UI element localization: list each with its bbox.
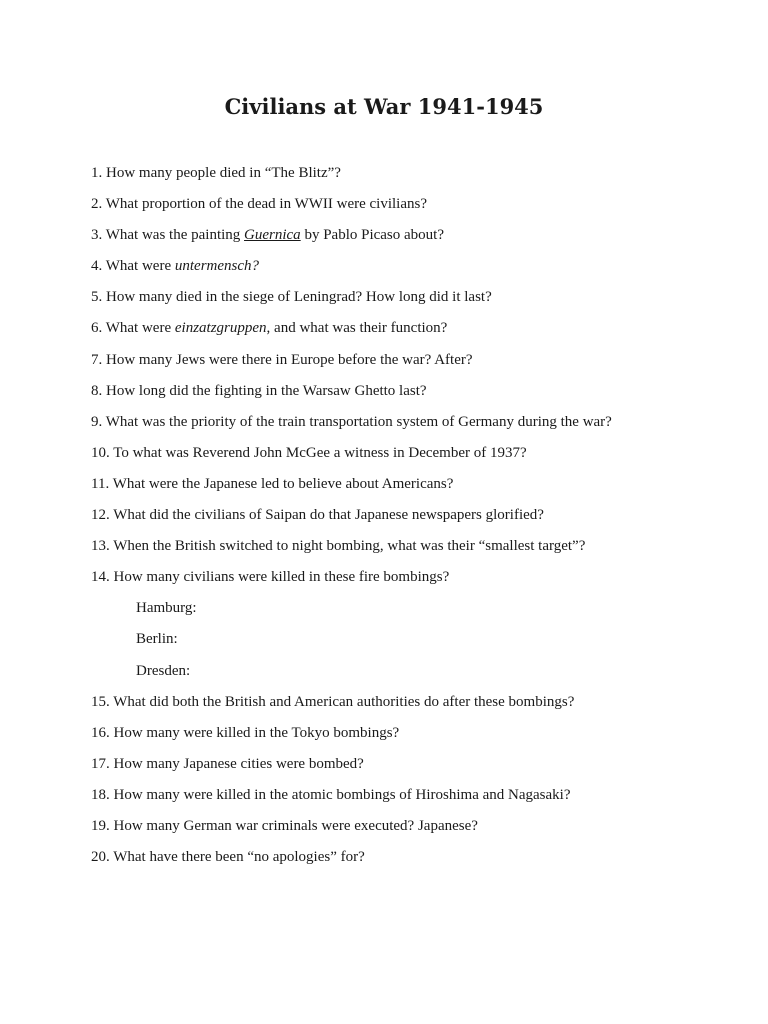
question-number: 7.	[91, 351, 103, 368]
question-list	[91, 163, 731, 878]
question-text: What proportion of the dead in WWII were civilians?	[105, 196, 428, 213]
question-number: 5.	[91, 289, 103, 306]
question-18	[91, 785, 731, 816]
question-text: How many Japanese cities were bombed?	[113, 755, 364, 772]
question-number: 11.	[91, 475, 110, 492]
question-16	[91, 723, 731, 754]
question-text: How many German war criminals were executed? Japanese?	[113, 817, 478, 834]
question-number: 15.	[91, 693, 110, 710]
question-text: What did the civilians of Saipan do that Japanese newspapers glorified?	[113, 507, 544, 524]
question-text: How many were killed in the atomic bombings of Hiroshima and Nagasaki?	[113, 786, 571, 803]
question-6	[91, 318, 731, 349]
question-number: 18.	[91, 786, 110, 803]
question-13	[91, 536, 731, 567]
question-4	[91, 256, 731, 287]
question-2	[91, 194, 731, 225]
question-text: To what was Reverend John McGee a witness in December of 1937?	[113, 444, 527, 461]
question-text-tail: , and what was their function?	[266, 320, 448, 337]
question-number: 13.	[91, 538, 110, 555]
question-8	[91, 381, 731, 412]
question-number: 14.	[91, 569, 110, 586]
question-number: 8.	[91, 382, 103, 399]
question-12	[91, 505, 731, 536]
question-7	[91, 350, 731, 381]
page-title: Civilians at War 1941-1945	[224, 94, 544, 119]
question-text: What were	[105, 320, 175, 337]
question-3	[91, 225, 731, 256]
question-text: How many people died in “The Blitz”?	[106, 165, 341, 181]
question-number: 10.	[91, 444, 110, 461]
question-text: What were the Japanese led to believe about Americans?	[112, 475, 454, 492]
subitem-berlin: Berlin:	[136, 631, 178, 648]
question-text: How many died in the siege of Leningrad? How long did it last?	[106, 289, 492, 306]
question-number: 1.	[91, 165, 103, 181]
question-15	[91, 692, 731, 723]
question-11	[91, 474, 731, 505]
question-text: How many civilians were killed in these fire bombings?	[113, 569, 450, 586]
question-text-tail: by Pablo Picaso about?	[300, 227, 445, 244]
question-1	[91, 163, 731, 194]
question-number: 16.	[91, 724, 110, 741]
question-text: When the British switched to night bombing, what was their “smallest target”?	[113, 538, 586, 555]
question-number: 4.	[91, 258, 103, 275]
question-number: 6.	[91, 320, 103, 337]
question-text: What have there been “no apologies” for?	[113, 849, 365, 866]
question-text: How many Jews were there in Europe before the war? After?	[106, 351, 473, 368]
question-20	[91, 847, 731, 878]
question-number: 2.	[91, 196, 103, 213]
question-14	[91, 567, 731, 598]
question-text: What did both the British and American authorities do after these bombings?	[113, 693, 575, 710]
term-einzatzgruppen: einzatzgruppen	[174, 320, 267, 337]
question-10	[91, 443, 731, 474]
question-number: 20.	[91, 849, 110, 866]
painting-title: Guernica	[244, 227, 301, 244]
question-text: How many were killed in the Tokyo bombings?	[113, 724, 400, 741]
question-5	[91, 287, 731, 318]
question-number: 9.	[91, 413, 103, 430]
question-number: 19.	[91, 817, 110, 834]
question-text: What was the priority of the train transportation system of Germany during the war?	[105, 413, 612, 430]
question-19	[91, 816, 731, 847]
question-text: How long did the fighting in the Warsaw Ghetto last?	[106, 382, 427, 399]
question-text: What were	[105, 258, 175, 275]
subitem-hamburg: Hamburg:	[136, 600, 197, 617]
term-untermensch: untermensch?	[174, 258, 260, 275]
question-17	[91, 754, 731, 785]
subitem-dresden: Dresden:	[136, 662, 191, 679]
question-number: 17.	[91, 755, 110, 772]
question-text: What was the painting	[105, 227, 245, 244]
question-number: 12.	[91, 507, 110, 524]
question-number: 3.	[91, 227, 103, 244]
question-9	[91, 412, 731, 443]
